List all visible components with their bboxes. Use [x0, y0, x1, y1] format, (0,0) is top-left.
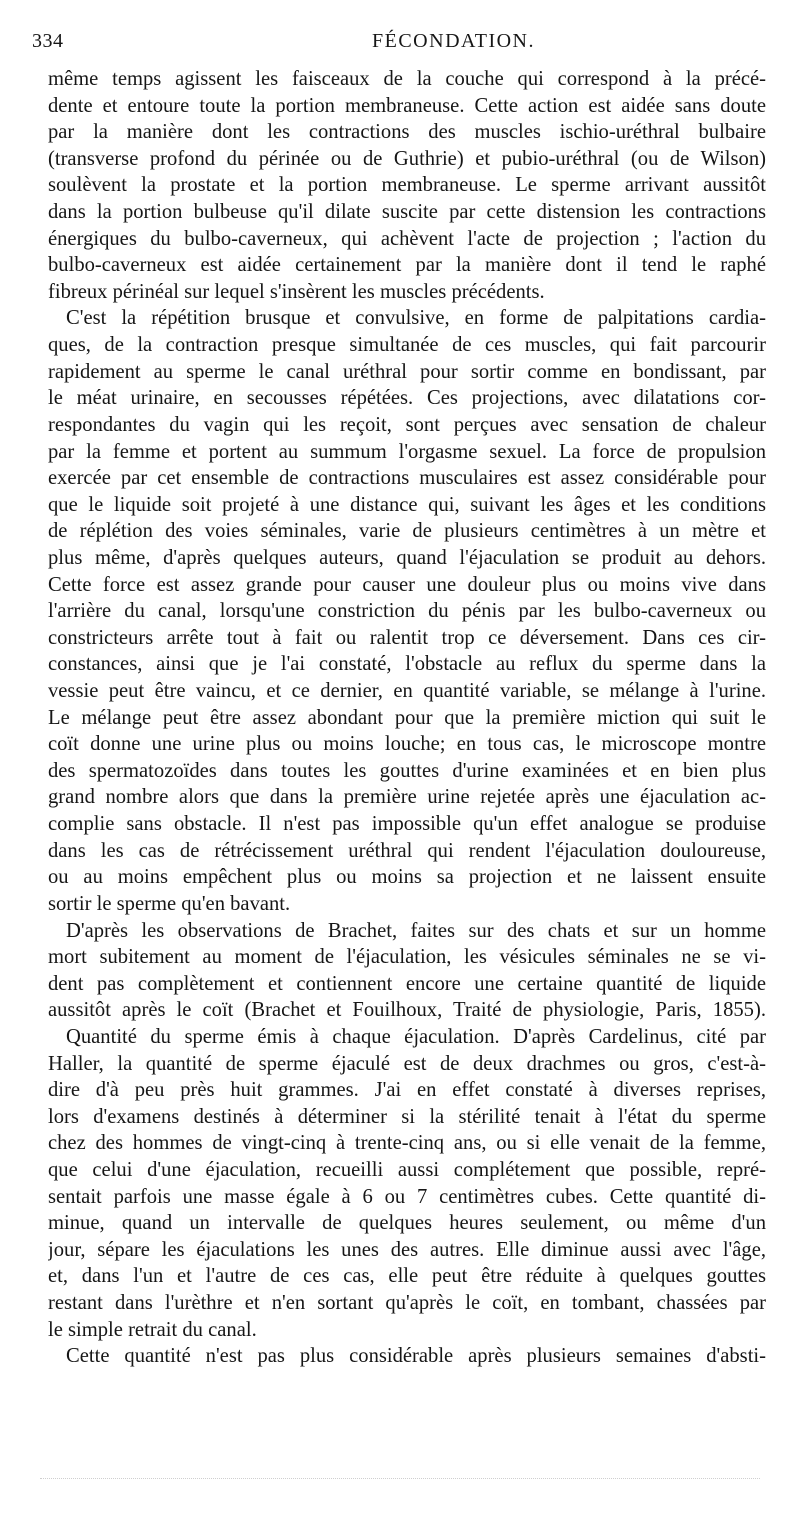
text-line: grand nombre alors que dans la première urine rejetée après une éjaculation ac-	[48, 786, 766, 809]
page-number: 334	[32, 30, 64, 52]
text-line: le méat urinaire, en secousses répétées. Ces projections, avec dilatations cor-	[48, 387, 766, 410]
text-line: aussitôt après le coït (Brachet et Fouilhoux, Traité de physiologie, Paris, 1855).	[48, 999, 766, 1022]
text-line: Le mélange peut être assez abondant pour que la première miction qui suit le	[48, 706, 766, 729]
text-line: rapidement au sperme le canal uréthral pour sortir comme en bondissant, par	[48, 360, 766, 383]
text-line: plus même, d'après quelques auteurs, quand l'éjaculation se produit au dehors.	[48, 546, 766, 569]
text-line: vessie peut être vaincu, et ce dernier, en quantité variable, se mélange à l'urine.	[48, 680, 766, 703]
text-line: dans la portion bulbeuse qu'il dilate suscite par cette distension les contractions	[48, 201, 766, 224]
text-line: ques, de la contraction presque simultanée de ces muscles, qui fait parcourir	[48, 334, 766, 357]
text-line: Haller, la quantité de sperme éjaculé est de deux drachmes ou gros, c'est-à-	[48, 1052, 766, 1075]
text-line: Cette force est assez grande pour causer une douleur plus ou moins vive dans	[48, 573, 766, 596]
text-line: énergiques du bulbo-caverneux, qui achèvent l'acte de projection ; l'action du	[48, 227, 766, 250]
text-line: dire d'à peu près huit grammes. J'ai en effet constaté à diverses reprises,	[48, 1079, 766, 1102]
text-line: même temps agissent les faisceaux de la couche qui correspond à la précé-	[48, 68, 766, 90]
text-line: respondantes du vagin qui les reçoit, sont perçues avec sensation de chaleur	[48, 413, 766, 436]
text-line: dans les cas de rétrécissement uréthral qui rendent l'éjaculation douloureuse,	[48, 839, 766, 862]
text-line: le simple retrait du canal.	[48, 1318, 257, 1341]
text-line: ou au moins empêchent plus ou moins sa projection et ne laissent ensuite	[48, 866, 766, 889]
paragraph-first-line: C'est la répétition brusque et convulsive, en forme de palpitations cardia-	[66, 307, 766, 330]
running-title: FÉCONDATION.	[372, 30, 535, 52]
text-line: jour, sépare les éjaculations les unes des autres. Elle diminue aussi avec l'âge,	[48, 1238, 766, 1261]
text-line: mort subitement au moment de l'éjaculation, les vésicules séminales ne se vi-	[48, 946, 766, 969]
paragraph-first-line: Cette quantité n'est pas plus considérable après plusieurs semaines d'absti-	[66, 1345, 766, 1368]
text-line: des spermatozoïdes dans toutes les gouttes d'urine examinées et en bien plus	[48, 759, 766, 782]
text-line: et, dans l'un et l'autre de ces cas, elle peut être réduite à quelques gouttes	[48, 1265, 766, 1288]
page-header	[32, 30, 772, 58]
text-line: par la femme et portent au summum l'orgasme sexuel. La force de propulsion	[48, 440, 766, 463]
text-line: coït donne une urine plus ou moins louche; en tous cas, le microscope montre	[48, 733, 766, 756]
text-line: que le liquide soit projeté à une distance qui, suivant les âges et les conditions	[48, 493, 766, 516]
text-line: lors d'examens destinés à déterminer si la stérilité tenait à l'état du sperme	[48, 1105, 766, 1128]
text-line: chez des hommes de vingt-cinq à trente-cinq ans, ou si elle venait de la femme,	[48, 1132, 766, 1155]
text-line: bulbo-caverneux est aidée certainement par la manière dont il tend le raphé	[48, 254, 766, 277]
text-line: restant dans l'urèthre et n'en sortant qu'après le coït, en tombant, chassées par	[48, 1292, 766, 1315]
text-line: exercée par cet ensemble de contractions musculaires est assez considérable pour	[48, 467, 766, 490]
paragraph-first-line: D'après les observations de Brachet, faites sur des chats et sur un homme	[66, 919, 766, 942]
text-line: constances, ainsi que je l'ai constaté, l'obstacle au reflux du sperme dans la	[48, 653, 766, 676]
body-text	[48, 66, 766, 1370]
text-line: fibreux périnéal sur lequel s'insèrent les muscles précédents.	[48, 280, 545, 303]
text-line: dent pas complètement et contiennent encore une certaine quantité de liquide	[48, 972, 766, 995]
text-line: que celui d'une éjaculation, recueilli aussi complétement que possible, repré-	[48, 1158, 766, 1181]
page-bottom-edge	[40, 1478, 760, 1480]
text-line: soulèvent la prostate et la portion membraneuse. Le sperme arrivant aussitôt	[48, 174, 766, 197]
text-line: l'arrière du canal, lorsqu'une constriction du pénis par les bulbo-caverneux ou	[48, 600, 766, 623]
text-line: sentait parfois une masse égale à 6 ou 7 centimètres cubes. Cette quantité di-	[48, 1185, 766, 1208]
text-line: (transverse profond du périnée ou de Guthrie) et pubio-uréthral (ou de Wilson)	[48, 147, 766, 170]
text-line: par la manière dont les contractions des muscles ischio-uréthral bulbaire	[48, 121, 766, 144]
text-line: sortir le sperme qu'en bavant.	[48, 892, 291, 915]
text-line: constricteurs arrête tout à fait ou ralentit trop ce déversement. Dans ces cir-	[48, 626, 766, 649]
text-line: minue, quand un intervalle de quelques heures seulement, ou même d'un	[48, 1212, 766, 1235]
text-line: complie sans obstacle. Il n'est pas impossible qu'un effet analogue se produise	[48, 813, 766, 836]
text-line: dente et entoure toute la portion membraneuse. Cette action est aidée sans doute	[48, 94, 766, 117]
paragraph-first-line: Quantité du sperme émis à chaque éjaculation. D'après Cardelinus, cité par	[66, 1025, 766, 1048]
text-line: de réplétion des voies séminales, varie de plusieurs centimètres à un mètre et	[48, 520, 766, 543]
